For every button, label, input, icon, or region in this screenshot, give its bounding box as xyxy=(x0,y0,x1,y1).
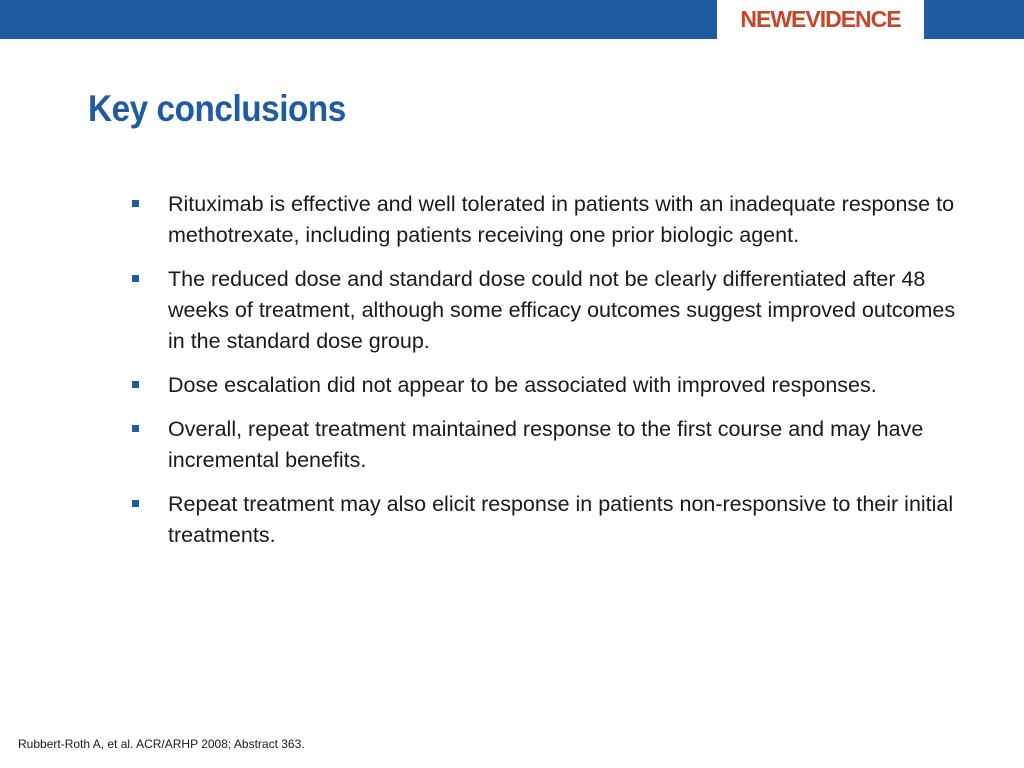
bullet-item xyxy=(130,370,960,401)
citation-footnote: Rubbert-Roth A, et al. ACR/ARHP 2008; Abstract 363. xyxy=(18,737,305,751)
bullet-list xyxy=(130,189,960,564)
slide-title: Key conclusions xyxy=(88,88,346,129)
bullet-item xyxy=(130,414,960,476)
square-bullet-icon xyxy=(132,500,139,507)
bullet-text: Rituximab is effective and well tolerated in patients with an inadequate response to methotrexate, including patients receiving one prior biologic agent. xyxy=(168,192,955,247)
square-bullet-icon xyxy=(132,275,139,282)
square-bullet-icon xyxy=(132,200,139,207)
logo-text: NEWEVIDENCE xyxy=(740,6,901,32)
bullet-item xyxy=(130,489,960,551)
bullet-text: The reduced dose and standard dose could not be clearly differentiated after 48 weeks of treatment, although some efficacy outcomes suggest improved outcomes in the standard dose group. xyxy=(168,267,956,353)
square-bullet-icon xyxy=(132,425,139,432)
bullet-item xyxy=(130,264,960,357)
logo xyxy=(717,0,924,39)
square-bullet-icon xyxy=(132,381,139,388)
bullet-text: Repeat treatment may also elicit response in patients non-responsive to their initial treatments. xyxy=(168,492,954,547)
bullet-item xyxy=(130,189,960,251)
bullet-text: Overall, repeat treatment maintained response to the first course and may have incremental benefits. xyxy=(168,417,924,472)
bullet-text: Dose escalation did not appear to be associated with improved responses. xyxy=(168,373,877,397)
